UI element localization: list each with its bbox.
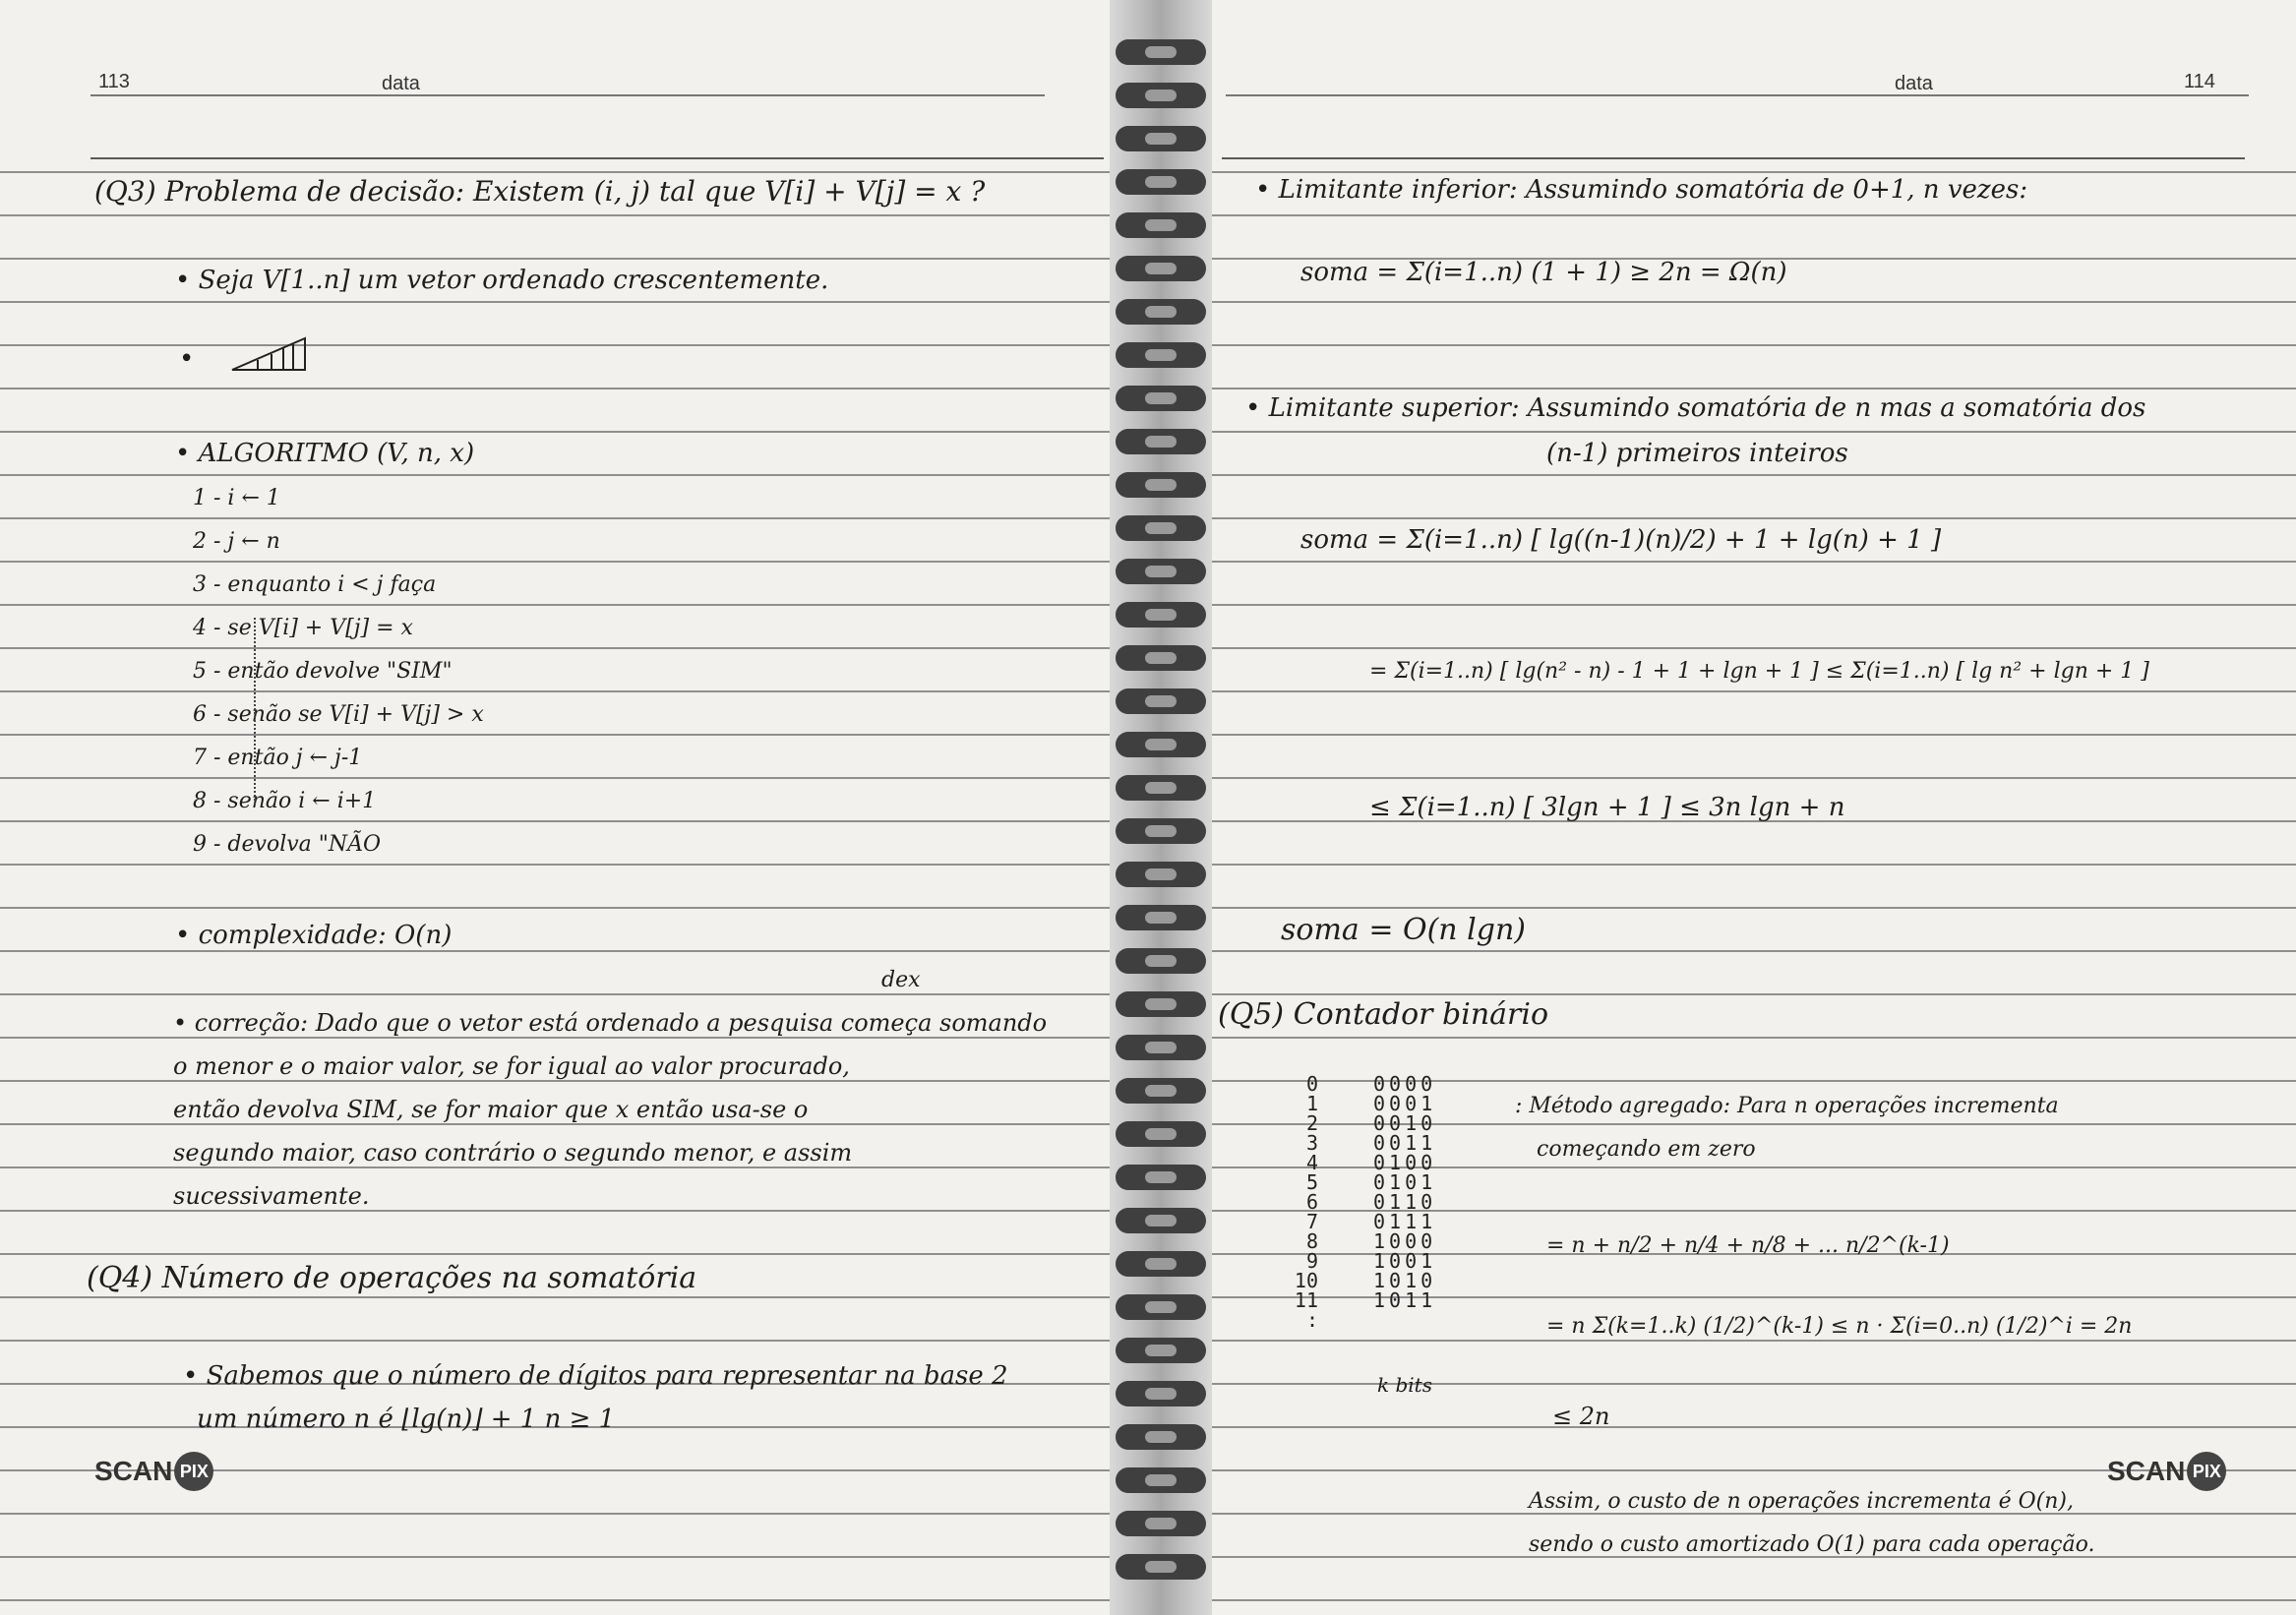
- binding-coil: [1116, 602, 1206, 628]
- binding-coil: [1116, 472, 1206, 498]
- correction-line-5: sucessivamente.: [173, 1182, 370, 1210]
- inserted-word: dex: [881, 968, 921, 992]
- binding-coil: [1116, 1467, 1206, 1493]
- logo-badge: PIX: [2187, 1452, 2226, 1491]
- counter-bits-row: 1001: [1373, 1249, 1437, 1273]
- binding-coil: [1116, 212, 1206, 238]
- page-number: 113: [98, 71, 130, 92]
- counter-bits-row: 0111: [1373, 1210, 1437, 1233]
- counter-index: 3: [1305, 1131, 1318, 1155]
- binding-coil: [1116, 1035, 1206, 1060]
- binding-coil: [1116, 948, 1206, 974]
- counter-bits-column: [1373, 1074, 1436, 1310]
- counter-bits-row: 0010: [1373, 1111, 1437, 1135]
- counter-index: 9: [1305, 1249, 1318, 1273]
- right-notebook-page: [1212, 0, 2296, 1615]
- complexity-line: • complexidade: O(n): [175, 921, 453, 950]
- counter-index: 1: [1305, 1092, 1318, 1115]
- q4-line-1: • Sabemos que o número de dígitos para representar na base 2: [183, 1361, 1008, 1391]
- algo-line-6: 6 - senão se V[i] + V[j] > x: [193, 702, 484, 727]
- q4-line-2: um número n é ⌊lg(n)⌋ + 1 n ≥ 1: [197, 1405, 616, 1434]
- binding-coil: [1116, 256, 1206, 281]
- binding-coil: [1116, 1165, 1206, 1190]
- logo-text: SCAN: [2107, 1456, 2186, 1486]
- date-label: data: [1895, 73, 1933, 94]
- scanpix-logo: [2107, 1452, 2226, 1491]
- counter-bits-row: 1000: [1373, 1229, 1437, 1253]
- counter-index: 4: [1305, 1151, 1318, 1174]
- binding-coil: [1116, 1381, 1206, 1406]
- binding-coil: [1116, 126, 1206, 151]
- q3-heading: (Q3) Problema de decisão: Existem (i, j) tal que V[i] + V[j] = x ?: [94, 175, 986, 208]
- binding-coil: [1116, 1078, 1206, 1104]
- header-rule: [91, 94, 1045, 96]
- upper-bound-formula-2: = Σ(i=1..n) [ lg(n² - n) - 1 + 1 + lgn + 1 ] ≤ Σ(i=1..n) [ lg n² + lgn + 1 ]: [1369, 659, 2149, 684]
- counter-bits-row: 0011: [1373, 1131, 1437, 1155]
- lower-bound-formula: soma = Σ(i=1..n) (1 + 1) ≥ 2n = Ω(n): [1300, 258, 1787, 287]
- correction-line-4: segundo maior, caso contrário o segundo menor, e assim: [173, 1139, 853, 1166]
- correction-line-1: • correção: Dado que o vetor está ordenado a pesquisa começa somando: [173, 1009, 1048, 1037]
- sum-series-line: = n + n/2 + n/4 + n/8 + ... n/2^(k-1): [1546, 1233, 1950, 1258]
- algo-line-7: 7 - então j ← j-1: [193, 746, 363, 770]
- top-rule: [91, 157, 1104, 159]
- aggregate-method-line: : Método agregado: Para n operações incrementa: [1515, 1094, 2059, 1118]
- q5-heading: (Q5) Contador binário: [1218, 997, 1549, 1032]
- header-rule: [1226, 94, 2249, 96]
- counter-index: 0: [1305, 1072, 1318, 1096]
- left-notebook-page: [0, 0, 1110, 1615]
- algo-line-1: 1 - i ← 1: [193, 486, 280, 510]
- upper-bound-line-2: (n-1) primeiros inteiros: [1546, 439, 1848, 468]
- binding-coil: [1116, 299, 1206, 325]
- top-margin: [1212, 0, 2296, 148]
- top-margin: [0, 0, 1110, 148]
- counter-index: 5: [1305, 1170, 1318, 1194]
- lower-bound-line: • Limitante inferior: Assumindo somatória de 0+1, n vezes:: [1255, 175, 2028, 205]
- binding-coil: [1116, 1511, 1206, 1536]
- binding-coil: [1116, 732, 1206, 757]
- upper-bound-formula-3: ≤ Σ(i=1..n) [ 3lgn + 1 ] ≤ 3n lgn + n: [1369, 793, 1845, 822]
- algo-line-2: 2 - j ← n: [193, 529, 280, 554]
- counter-index: 11: [1294, 1288, 1318, 1312]
- counter-bits-row: 0000: [1373, 1072, 1437, 1096]
- binding-coil: [1116, 83, 1206, 108]
- counter-bits-row: 1010: [1373, 1269, 1437, 1292]
- algo-line-9: 9 - devolva "NÃO: [193, 832, 382, 857]
- binding-coil: [1116, 862, 1206, 887]
- counter-bits-row: 0101: [1373, 1170, 1437, 1194]
- conclusion-line-2: sendo o custo amortizado O(1) para cada operação.: [1529, 1532, 2095, 1557]
- counter-index: 8: [1305, 1229, 1318, 1253]
- binding-coil: [1116, 1251, 1206, 1277]
- bullet: •: [179, 344, 195, 374]
- page-number: 114: [2184, 71, 2215, 92]
- date-label: data: [382, 73, 420, 94]
- binding-coil: [1116, 775, 1206, 801]
- increasing-bars-sketch: [228, 334, 311, 376]
- binding-coil: [1116, 905, 1206, 930]
- correction-line-3: então devolva SIM, se for maior que x então usa-se o: [173, 1096, 809, 1123]
- binding-coil: [1116, 688, 1206, 714]
- binding-coil: [1116, 386, 1206, 411]
- binding-coil: [1116, 1424, 1206, 1450]
- upper-bound-formula-1: soma = Σ(i=1..n) [ lg((n-1)(n)/2) + 1 + lg(n) + 1 ]: [1300, 525, 1942, 555]
- binding-coil: [1116, 559, 1206, 584]
- q4-heading: (Q4) Número de operações na somatória: [87, 1261, 697, 1295]
- bound-line: ≤ 2n: [1552, 1403, 1610, 1430]
- algo-line-5: 5 - então devolve "SIM": [193, 659, 453, 684]
- big-o-result: soma = O(n lgn): [1281, 913, 1526, 947]
- algo-line-4: 4 - se V[i] + V[j] = x: [193, 616, 413, 640]
- indent-guide: [254, 618, 256, 805]
- binding-coil: [1116, 429, 1206, 454]
- binding-coil: [1116, 39, 1206, 65]
- binding-coil: [1116, 991, 1206, 1017]
- k-bits-label: k bits: [1377, 1373, 1432, 1397]
- upper-bound-line-1: • Limitante superior: Assumindo somatória de n mas a somatória dos: [1245, 393, 2146, 423]
- counter-index: 7: [1305, 1210, 1318, 1233]
- binding-coil: [1116, 1554, 1206, 1580]
- geometric-sum-line: = n Σ(k=1..k) (1/2)^(k-1) ≤ n · Σ(i=0..n) (1/2)^i = 2n: [1546, 1314, 2133, 1339]
- counter-index: 2: [1305, 1111, 1318, 1135]
- counter-index: 6: [1305, 1190, 1318, 1214]
- counter-bits-row: 0001: [1373, 1092, 1437, 1115]
- binding-coil: [1116, 818, 1206, 844]
- binding-coil: [1116, 1338, 1206, 1363]
- algo-line-8: 8 - senão i ← i+1: [193, 789, 377, 813]
- correction-line-2: o menor e o maior valor, se for igual ao valor procurado,: [173, 1052, 850, 1080]
- scanpix-logo: [94, 1452, 213, 1491]
- counter-index-column: [1289, 1074, 1318, 1330]
- binding-coil: [1116, 169, 1206, 195]
- counter-bits-row: 1011: [1373, 1288, 1437, 1312]
- algo-line-3: 3 - enquanto i < j faça: [193, 572, 437, 597]
- counter-index: 10: [1294, 1269, 1318, 1292]
- top-rule: [1222, 157, 2245, 159]
- aggregate-method-line-2: começando em zero: [1537, 1137, 1756, 1162]
- binding-coil: [1116, 1121, 1206, 1147]
- binding-coil: [1116, 342, 1206, 368]
- conclusion-line-1: Assim, o custo de n operações incrementa é O(n),: [1529, 1489, 2074, 1514]
- binding-coil: [1116, 645, 1206, 671]
- logo-badge: PIX: [174, 1452, 213, 1491]
- counter-index: :: [1305, 1308, 1318, 1332]
- spiral-binding: [1110, 0, 1212, 1615]
- binding-coil: [1116, 1208, 1206, 1233]
- counter-bits-row: 0100: [1373, 1151, 1437, 1174]
- binding-coil: [1116, 1294, 1206, 1320]
- logo-text: SCAN: [94, 1456, 173, 1486]
- note-line: • Seja V[1..n] um vetor ordenado crescentemente.: [175, 266, 829, 295]
- counter-bits-row: 0110: [1373, 1190, 1437, 1214]
- binding-coil: [1116, 515, 1206, 541]
- algorithm-title: • ALGORITMO (V, n, x): [175, 439, 475, 468]
